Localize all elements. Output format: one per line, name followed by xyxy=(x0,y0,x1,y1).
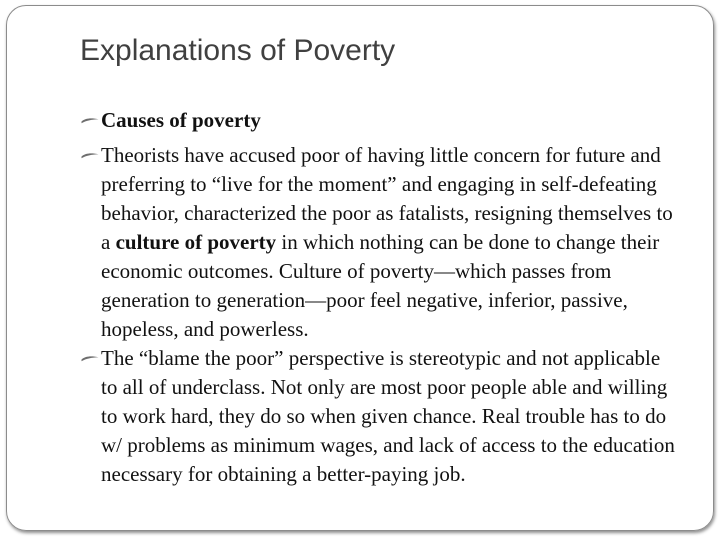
bullet-item-blame xyxy=(80,344,680,489)
bullet-text-segment: Theorists have accused poor of having little concern for future and preferring to “live for the moment” and engaging in self-defeating behavior, characterized the poor as fatalists, resigning themselves to a xyxy=(101,143,673,254)
bullet-text: Causes of poverty xyxy=(101,108,261,132)
swoosh-icon xyxy=(81,152,99,159)
bullet-item-causes xyxy=(80,106,680,135)
slide-title: Explanations of Poverty xyxy=(80,34,396,67)
swoosh-icon xyxy=(81,117,99,124)
bullet-text: The “blame the poor” perspective is stereotypic and not applicable to all of underclass. Not only are most poor people able and willing to work hard, they do so when given chance. Real trouble has to do w/ problems as minimum wages, and lack of access to the education necessary for obtaining a better-paying job. xyxy=(101,346,675,486)
bullet-text-emphasis: culture of poverty xyxy=(115,230,277,254)
slide-body xyxy=(80,106,680,489)
bullet-item-theorists xyxy=(80,141,680,344)
swoosh-icon xyxy=(81,355,99,362)
bullet-text-segment: in which nothing can be done to change their economic outcomes. Culture of poverty—which passes from generation to generation—poor feel negative, inferior, passive, hopeless, and powerless. xyxy=(101,230,660,341)
